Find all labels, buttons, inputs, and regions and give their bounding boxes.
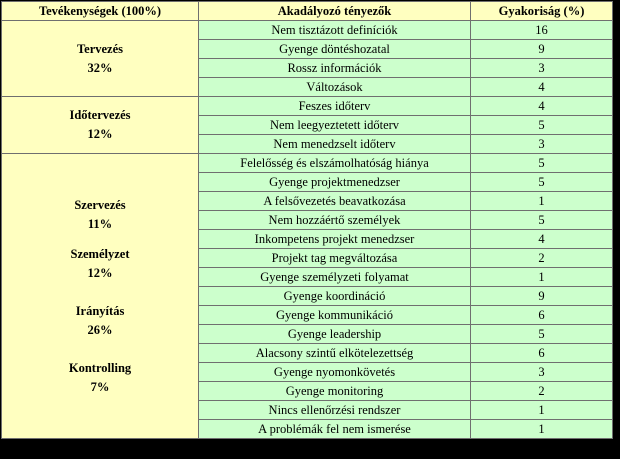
factor-cell: Gyenge leadership bbox=[199, 325, 471, 344]
factor-cell: Nincs ellenőrzési rendszer bbox=[199, 401, 471, 420]
factor-cell: Gyenge döntéshozatal bbox=[199, 40, 471, 59]
frequency-cell: 16 bbox=[471, 21, 613, 40]
obstacles-table bbox=[1, 1, 613, 439]
frequency-cell: 6 bbox=[471, 344, 613, 363]
frequency-cell: 5 bbox=[471, 116, 613, 135]
factor-cell: A problémák fel nem ismerése bbox=[199, 420, 471, 439]
factor-cell: Gyenge koordináció bbox=[199, 287, 471, 306]
header-frequency: Gyakoriság (%) bbox=[471, 2, 613, 21]
frequency-cell: 2 bbox=[471, 249, 613, 268]
category-idotervezes bbox=[2, 97, 199, 154]
table-row bbox=[2, 97, 613, 116]
frequency-cell: 9 bbox=[471, 287, 613, 306]
frequency-cell: 2 bbox=[471, 382, 613, 401]
factor-cell: Inkompetens projekt menedzser bbox=[199, 230, 471, 249]
category-combined bbox=[2, 154, 199, 439]
factor-cell: Gyenge kommunikáció bbox=[199, 306, 471, 325]
frequency-cell: 5 bbox=[471, 325, 613, 344]
frequency-cell: 6 bbox=[471, 306, 613, 325]
table-row bbox=[2, 21, 613, 40]
factor-cell: Gyenge nyomonkövetés bbox=[199, 363, 471, 382]
header-row bbox=[2, 2, 613, 21]
category-percent: 7% bbox=[90, 379, 110, 394]
frequency-cell: 1 bbox=[471, 268, 613, 287]
factor-cell: Nem tisztázott definíciók bbox=[199, 21, 471, 40]
frequency-cell: 5 bbox=[471, 154, 613, 173]
frequency-cell: 5 bbox=[471, 173, 613, 192]
frequency-cell: 1 bbox=[471, 192, 613, 211]
factor-cell: Gyenge projektmenedzser bbox=[199, 173, 471, 192]
factor-cell: Gyenge személyzeti folyamat bbox=[199, 268, 471, 287]
factor-cell: Nem menedzselt időterv bbox=[199, 135, 471, 154]
factor-cell: Nem leegyeztetett időterv bbox=[199, 116, 471, 135]
factor-cell: Nem hozzáértő személyek bbox=[199, 211, 471, 230]
category-percent: 11% bbox=[87, 216, 113, 231]
frequency-cell: 4 bbox=[471, 78, 613, 97]
header-factors: Akadályozó tényezők bbox=[199, 2, 471, 21]
category-name: Személyzet bbox=[70, 246, 130, 261]
factor-cell: Gyenge monitoring bbox=[199, 382, 471, 401]
frequency-cell: 1 bbox=[471, 420, 613, 439]
factor-cell: Felelősség és elszámolhatóság hiánya bbox=[199, 154, 471, 173]
category-name: Irányítás bbox=[75, 303, 125, 318]
frequency-cell: 4 bbox=[471, 97, 613, 116]
category-percent: 12% bbox=[87, 127, 113, 141]
header-activities: Tevékenységek (100%) bbox=[2, 2, 199, 21]
category-name: Időtervezés bbox=[69, 108, 131, 122]
factor-cell: Alacsony szintű elkötelezettség bbox=[199, 344, 471, 363]
category-percent: 12% bbox=[87, 265, 113, 280]
frequency-cell: 9 bbox=[471, 40, 613, 59]
frequency-cell: 3 bbox=[471, 135, 613, 154]
frequency-cell: 4 bbox=[471, 230, 613, 249]
category-name: Szervezés bbox=[74, 197, 126, 212]
frequency-cell: 3 bbox=[471, 59, 613, 78]
category-name: Kontrolling bbox=[68, 360, 132, 375]
factor-cell: Változások bbox=[199, 78, 471, 97]
category-percent: 26% bbox=[87, 322, 113, 337]
factor-cell: Rossz információk bbox=[199, 59, 471, 78]
category-name: Tervezés bbox=[76, 41, 124, 56]
table-row bbox=[2, 154, 613, 173]
factor-cell: Feszes időterv bbox=[199, 97, 471, 116]
category-percent: 32% bbox=[87, 60, 113, 75]
category-tervezes bbox=[2, 21, 199, 97]
factor-cell: Projekt tag megváltozása bbox=[199, 249, 471, 268]
frequency-cell: 1 bbox=[471, 401, 613, 420]
frequency-cell: 5 bbox=[471, 211, 613, 230]
frequency-cell: 3 bbox=[471, 363, 613, 382]
factor-cell: A felsővezetés beavatkozása bbox=[199, 192, 471, 211]
